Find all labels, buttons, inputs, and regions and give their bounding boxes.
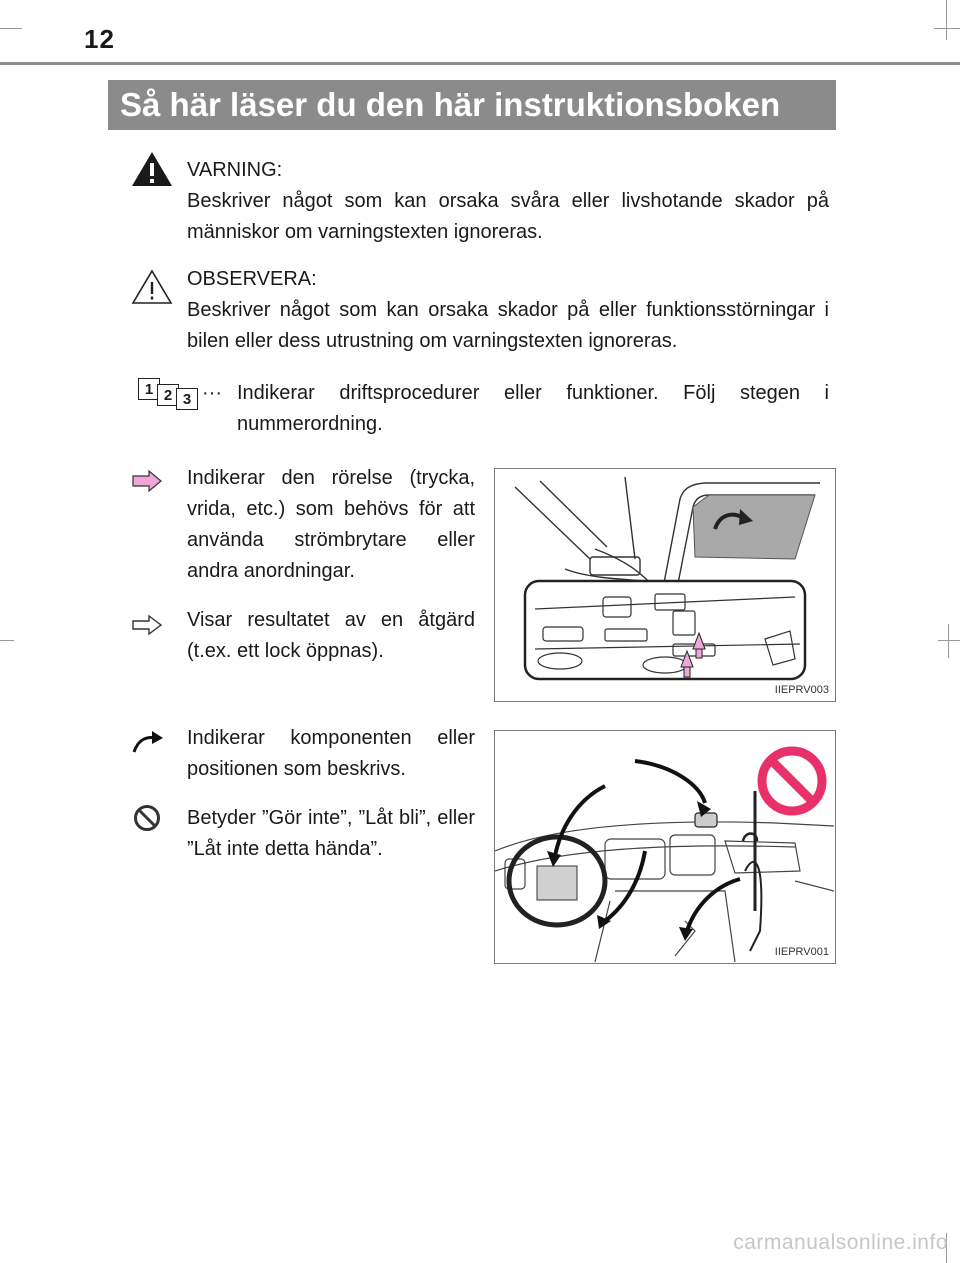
dashboard-illustration [495, 731, 834, 962]
motion-text: Indikerar den rörelse (trycka, vrida, etc.) som behövs för att använda strömbrytare eller andra anordningar. [187, 467, 475, 582]
step-number-2: 2 [157, 384, 179, 406]
figure-overhead-console [494, 468, 836, 702]
warning-block [187, 155, 829, 248]
figure-dashboard [494, 730, 836, 964]
curved-pointer-arrow-icon [132, 730, 164, 754]
warning-triangle-filled-icon [130, 150, 174, 188]
header-rule [0, 62, 960, 65]
crop-mark [0, 28, 22, 29]
prohibit-text: Betyder ”Gör inte”, ”Låt bli”, eller ”Låt inte detta hända”. [187, 807, 475, 860]
steps-text: Indikerar driftsprocedurer eller funktioner. Följ stegen i nummerordning. [237, 382, 829, 435]
warning-label: VARNING: [187, 159, 283, 181]
figure-code: IIEPRV003 [774, 684, 829, 696]
overhead-console-illustration [495, 469, 834, 700]
page-number: 12 [84, 24, 115, 54]
prohibition-icon [133, 804, 161, 832]
crop-mark [948, 624, 949, 658]
watermark: carmanualsonline.info [733, 1231, 948, 1254]
step-number-3: 3 [176, 388, 198, 410]
notice-block [187, 264, 829, 357]
crop-mark [0, 640, 14, 641]
pink-arrow-icon [132, 470, 162, 492]
figure-code: IIEPRV001 [774, 946, 829, 958]
notice-label: OBSERVERA: [187, 268, 317, 290]
steps-ellipsis: ··· [202, 382, 222, 404]
step-number-1: 1 [138, 378, 160, 400]
component-text: Indikerar komponenten eller positionen som beskrivs. [187, 727, 475, 780]
notice-text: Beskriver något som kan orsaka skador på eller funktionsstörningar i bilen eller dess utrustning om varningstexten ignoreras. [187, 299, 829, 352]
warning-triangle-outline-icon [130, 268, 174, 306]
crop-mark [946, 0, 947, 40]
result-text: Visar resultatet av en åtgärd (t.ex. ett lock öppnas). [187, 609, 475, 662]
section-title: Så här läser du den här instruktionsboken [108, 80, 836, 130]
outline-arrow-icon [132, 614, 162, 636]
warning-text: Beskriver något som kan orsaka svåra eller livshotande skador på människor om varningstexten ignoreras. [187, 190, 829, 243]
crop-mark [938, 640, 960, 641]
crop-mark [934, 28, 960, 29]
